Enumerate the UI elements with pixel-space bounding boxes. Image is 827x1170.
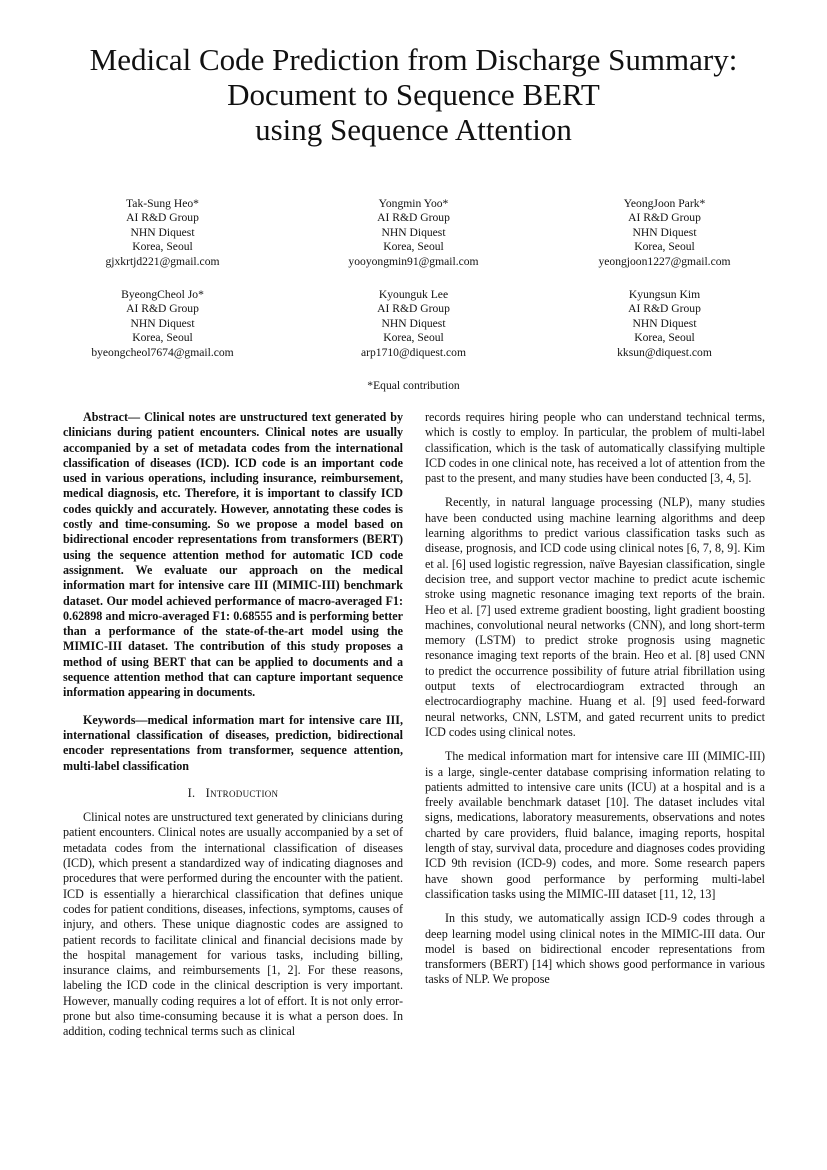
author-email[interactable]: yooyongmin91@gmail.com [348, 254, 479, 268]
author-location: Korea, Seoul [634, 331, 695, 345]
author-group: AI R&D Group [628, 302, 701, 316]
author-org: NHN Diquest [381, 225, 446, 239]
author-block [288, 197, 539, 269]
author-email[interactable]: arp1710@diquest.com [360, 345, 467, 359]
author-email[interactable]: kksun@diquest.com [617, 345, 712, 359]
author-org: NHN Diquest [632, 225, 697, 239]
title-line-2: Document to Sequence BERT [227, 77, 600, 112]
author-group: AI R&D Group [377, 302, 450, 316]
author-block [37, 197, 288, 269]
author-name: YeongJoon Park* [623, 197, 706, 210]
author-group: AI R&D Group [126, 302, 199, 316]
author-org: NHN Diquest [130, 225, 195, 239]
author-block [288, 288, 539, 360]
section-number: I. [187, 785, 196, 800]
keywords-label: Keywords— [83, 712, 148, 727]
keywords [63, 713, 403, 774]
author-block [539, 197, 790, 269]
author-group: AI R&D Group [628, 211, 701, 225]
right-column [425, 410, 765, 988]
left-column [63, 410, 403, 1040]
author-location: Korea, Seoul [383, 240, 444, 254]
author-location: Korea, Seoul [383, 331, 444, 345]
author-email[interactable]: gjxkrtjd221@gmail.com [105, 254, 220, 268]
equal-contribution-note: *Equal contribution [367, 379, 460, 392]
author-location: Korea, Seoul [132, 331, 193, 345]
author-org: NHN Diquest [632, 316, 697, 330]
author-group: AI R&D Group [126, 211, 199, 225]
title-line-1: Medical Code Prediction from Discharge Summary: [89, 42, 738, 77]
paper-title [0, 42, 827, 147]
title-line-3: using Sequence Attention [255, 112, 572, 147]
author-email[interactable]: yeongjoon1227@gmail.com [598, 254, 731, 268]
author-location: Korea, Seoul [132, 240, 193, 254]
abstract-text: Clinical notes are unstructured text generated by clinicians during patient encounters. Clinical notes are usually accompanied by a set of metadata codes from the international classification of diseases (ICD). ICD code is an important code used in various operations, including insurance, reimbursement, medical diagnosis, etc. Therefore, it is important to classify ICD codes quickly and accurately. However, annotating these codes is costly and time-consuming. So we propose a model based on bidirectional encoder representations from transformers (BERT) using the sequence attention method for automatic ICD code assignment. We evaluate our approach on the medical information mart for intensive care III (MIMIC-III) benchmark dataset. Our model achieved performance of macro-averaged F1: 0.62898 and micro-averaged F1: 0.68555 and is performing better than a performance of the state-of-the-art model using the MIMIC-III dataset. The contribution of this study proposes a method of using BERT that can be applied to documents and a sequence attention method that can capture important sequence information appearing in documents. [63, 410, 403, 700]
intro-paragraph-1-continued: records requires hiring people who can understand technical terms, which is costly to employ. In particular, the problem of multi-label classification, which is the task of automatically classifying multiple ICD codes in one clinical note, has received a lot of attention from the past to the present, and many studies have been conducted [3, 4, 5]. [425, 410, 765, 486]
intro-paragraph-4: In this study, we automatically assign ICD-9 codes through a deep learning model using clinical notes in the MIMIC-III data. Our model is based on bidirectional encoder representations from transformers (BERT) [14] which shows good performance in various tasks of NLP. We propose [425, 911, 765, 987]
author-name: Kyounguk Lee [378, 288, 449, 301]
section-title: Introduction [205, 785, 279, 800]
intro-paragraph-1: Clinical notes are unstructured text generated by clinicians during patient encounters. Clinical notes are usually accompanied by a set of metadata codes from the international classification of diseases (ICD), which present a standardized way of indicating diagnoses and procedures that were performed during the encounter with the patient. ICD is essentially a hierarchical classification that defines unique codes for patient conditions, diseases, infections, symptoms, causes of injury, and others. These unique diagnostic codes are assigned to patient records to facilitate clinical and financial decisions made by the hospital management for various tasks, including billing, insurance claims, and reimbursements [1, 2]. For these reasons, labeling the ICD code in the clinical description is very important. However, manually coding requires a lot of effort. It is not only error-prone but also time-consuming because it is what a person does. In addition, coding technical terms such as clinical [63, 810, 403, 1039]
intro-paragraph-3: The medical information mart for intensive care III (MIMIC-III) is a large, single-center database comprising information relating to patients admitted to intensive care units (ICU) at a hospital and is a freely available benchmark dataset [10]. The dataset includes vital signs, medications, laboratory measurements, observations and notes charted by care providers, fluid balance, imaging reports, hospital length of stay, survival data, procedure and diagnoses codes providing ICD 9th revision (ICD-9) codes, and more. Some research papers have shown good performance by performing multi-label classification tasks using the MIMIC-III dataset [11, 12, 13] [425, 749, 765, 901]
author-block [37, 288, 288, 360]
abstract-label: Abstract— [83, 410, 141, 424]
author-org: NHN Diquest [130, 316, 195, 330]
author-name: ByeongCheol Jo* [121, 288, 204, 301]
intro-paragraph-2: Recently, in natural language processing (NLP), many studies have been conducted using machine learning algorithms and deep learning algorithms to predict various classification tasks such as disease, prognosis, and ICD code using clinical notes [6, 7, 8, 9]. Kim et al. [6] used logistic regression, naïve Bayesian classification, single decision tree, and support vector machine to predict acute ischemic stroke using magnetic resonance imaging text reports of the brain. Heo et al. [7] used extreme gradient boosting, light gradient boosting machines, convolutional neural networks (CNN), and long short-term memory (LSTM) to predict stroke prognosis using magnetic resonance imaging text reports of the brain. Heo et al. [8] used CNN to predict the occurrence possibility of future atrial fibrillation using output texts of electrocardiogram extracted through an electrocardiography machine. Huang et al. [9] used feed-forward neural networks, CNN, LSTM, and gated recurrent units to predict ICD codes using clinical notes. [425, 495, 765, 739]
author-name: Yongmin Yoo* [378, 197, 449, 210]
author-group: AI R&D Group [377, 211, 450, 225]
keywords-text: medical information mart for intensive care III, international classification of diseases, prediction, bidirectional encoder representations from transformer, sequence attention, multi-label classification [63, 712, 403, 773]
abstract [63, 410, 403, 701]
author-block [539, 288, 790, 360]
author-name: Tak-Sung Heo* [126, 197, 199, 210]
author-email[interactable]: byeongcheol7674@gmail.com [91, 345, 234, 359]
section-heading-introduction [63, 786, 403, 801]
author-org: NHN Diquest [381, 316, 446, 330]
author-name: Kyungsun Kim [628, 288, 701, 301]
author-location: Korea, Seoul [634, 240, 695, 254]
